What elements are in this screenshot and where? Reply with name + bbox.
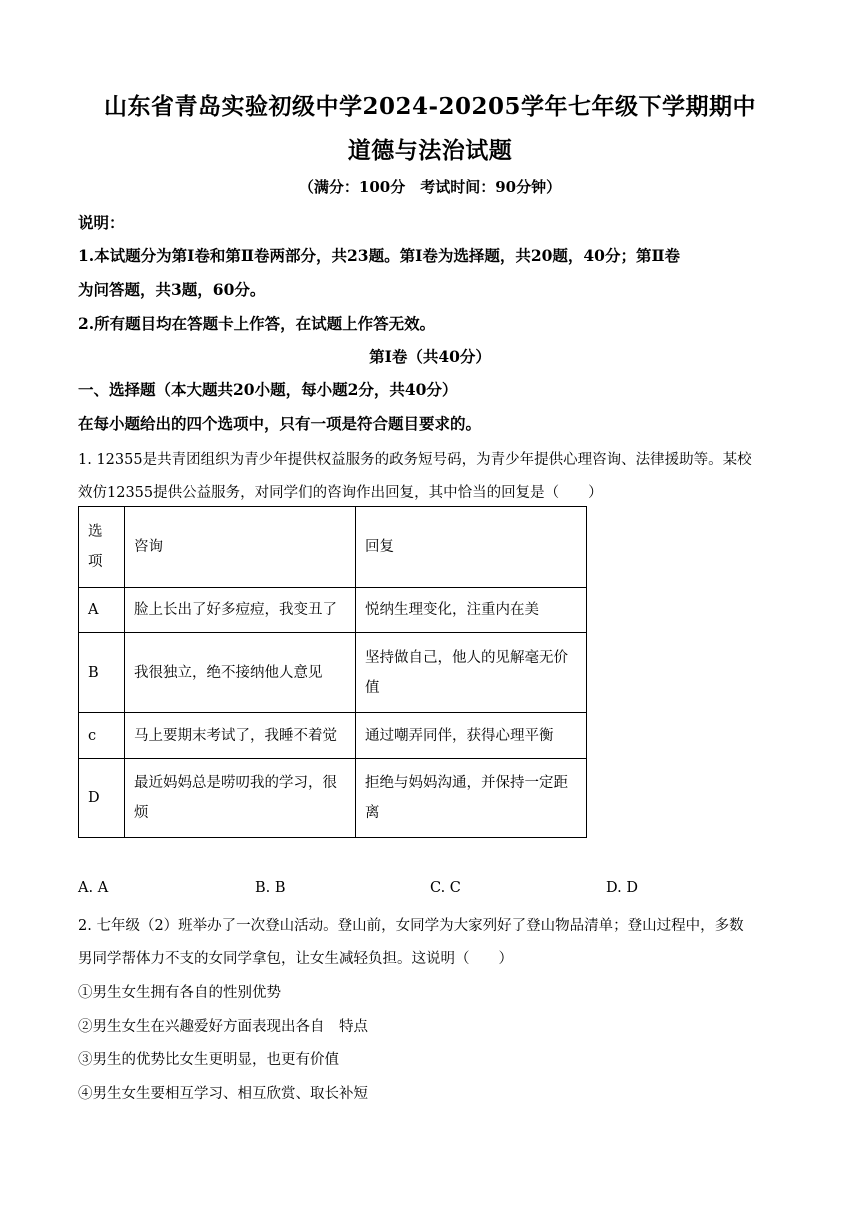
table-row (79, 633, 587, 713)
q1-option-d[interactable]: D. D (606, 880, 638, 896)
exam-title-line2: 道德与法治试题 (347, 137, 513, 164)
table-cell: c (79, 713, 125, 759)
table-cell: A (79, 588, 125, 633)
instruction-item-1-line1: 1.本试题分为第Ⅰ卷和第Ⅱ卷两部分，共23题。第Ⅰ卷为选择题，共20题，40分；第Ⅱ卷 (78, 246, 681, 265)
q2-item-3: ③男生的优势比女生更明显，也更有价值 (78, 1052, 339, 1068)
instruction-item-2: 2.所有题目均在答题卡上作答，在试题上作答无效。 (78, 314, 436, 333)
part-note: 在每小题给出的四个选项中，只有一项是符合题目要求的。 (78, 414, 482, 433)
q2-item-2: ②男生女生在兴趣爱好方面表现出各自 特点 (78, 1019, 368, 1035)
exam-title-line1: 山东省青岛实验初级中学2024-20205学年七年级下学期期中 (103, 93, 757, 120)
q1-stem-line1: 1. 12355是共青团组织为青少年提供权益服务的政务短号码，为青少年提供心理咨询、法律援助等。某校 (78, 452, 752, 468)
q1-option-c[interactable]: C. C (430, 880, 461, 896)
instructions-heading: 说明： (78, 213, 125, 232)
table-cell: 马上要期末考试了，我睡不着觉 (125, 713, 356, 759)
q1-option-a[interactable]: A. A (78, 880, 109, 896)
instruction-item-1-line2: 为问答题，共3题，60分。 (78, 280, 266, 299)
q1-table (78, 506, 587, 838)
q2-stem-line2: 男同学帮体力不支的女同学拿包，让女生减轻负担。这说明（ ） (78, 951, 513, 967)
table-cell: 坚持做自己，他人的见解毫无价值 (356, 633, 587, 713)
section-title: 第Ⅰ卷（共40分） (369, 347, 491, 366)
table-cell: B (79, 633, 125, 713)
q2-item-1: ①男生女生拥有各自的性别优势 (78, 985, 281, 1001)
q1-option-b[interactable]: B. B (255, 880, 286, 896)
table-header-cell: 选项 (79, 507, 125, 588)
q2-item-4: ④男生女生要相互学习、相互欣赏、取长补短 (78, 1086, 368, 1102)
part-heading: 一、选择题（本大题共20小题，每小题2分，共40分） (78, 380, 458, 399)
table-header-row (79, 507, 587, 588)
table-cell: 通过嘲弄同伴，获得心理平衡 (356, 713, 587, 759)
table-cell: 拒绝与妈妈沟通，并保持一定距离 (356, 759, 587, 838)
table-row (79, 713, 587, 759)
table-row (79, 759, 587, 838)
table-header-cell: 咨询 (125, 507, 356, 588)
q1-stem-line2: 效仿12355提供公益服务，对同学们的咨询作出回复，其中恰当的回复是（ ） (78, 485, 603, 501)
table-cell: 最近妈妈总是唠叨我的学习，很烦 (125, 759, 356, 838)
table-cell: 脸上长出了好多痘痘，我变丑了 (125, 588, 356, 633)
table-cell: D (79, 759, 125, 838)
table-cell: 悦纳生理变化，注重内在美 (356, 588, 587, 633)
score-time-note: （满分：100分 考试时间：90分钟） (298, 178, 562, 196)
q2-stem-line1: 2. 七年级（2）班举办了一次登山活动。登山前，女同学为大家列好了登山物品清单；登山过程中，多数 (78, 918, 744, 934)
table-header-cell: 回复 (356, 507, 587, 588)
table-cell: 我很独立，绝不接纳他人意见 (125, 633, 356, 713)
table-row (79, 588, 587, 633)
